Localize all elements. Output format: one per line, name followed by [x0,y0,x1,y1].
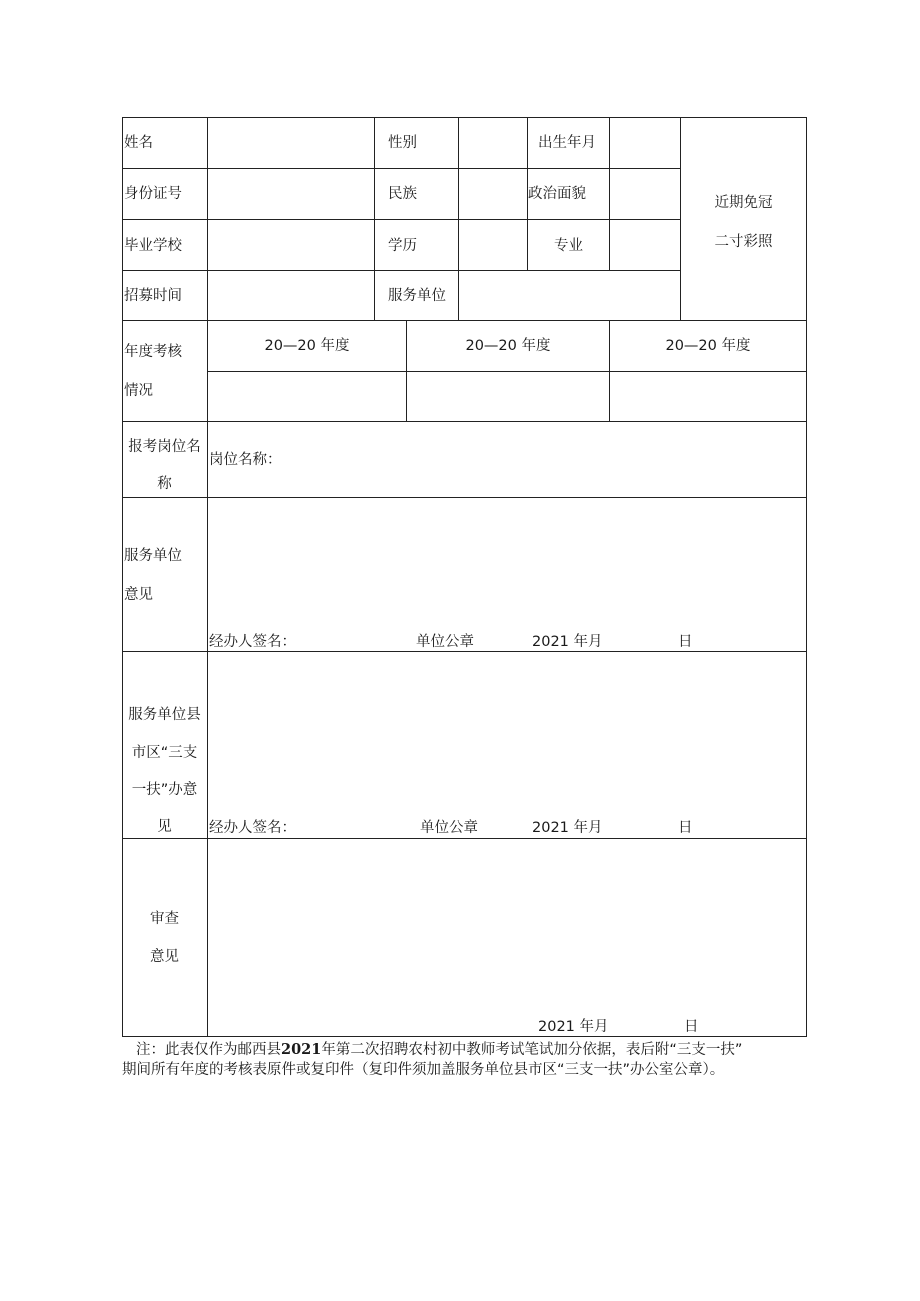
name-field[interactable] [208,118,374,168]
footnote-line1 [122,1040,812,1060]
photo-area [681,118,806,320]
id-number-label: 身份证号 [124,186,182,202]
photo-hint-line1: 近期免冠 [714,195,773,211]
footnote-line2: 期间所有年度的考核表原件或复印件（复印件须加盖服务单位县市区“三支一扶”办公室公章）。 [122,1062,725,1078]
recruit-time-field[interactable] [208,271,374,320]
school-label: 毕业学校 [124,238,182,254]
unit-opinion-label-line1: 服务单位 [124,548,182,564]
county-opinion-field[interactable] [208,652,806,817]
review-opinion-label-line1: 审查 [150,911,179,927]
footnote-line1-end: 年第二次招聘农村初中教师考试笔试加分依据，表后附“三支一扶” [321,1042,743,1058]
unit-opinion-year-month: 2021 年月 [532,634,603,650]
unit-opinion-label-line2: 意见 [124,587,153,603]
annual-assessment-label-line1: 年度考核 [124,344,182,360]
school-field[interactable] [208,220,374,270]
birth-field[interactable] [610,118,680,168]
annual-result-field-3[interactable] [610,372,806,421]
county-opinion-label-line2: 市区“三支 [131,745,198,761]
county-opinion-label-line1: 服务单位县 [128,707,201,723]
political-status-label: 政治面貌 [528,186,586,202]
annual-year-header-2: 20—20 年度 [465,338,551,354]
name-label: 姓名 [124,135,153,151]
review-opinion-field[interactable] [208,839,806,1014]
education-label: 学历 [388,238,417,254]
photo-hint-line2: 二寸彩照 [714,234,773,250]
review-opinion-label-line2: 意见 [150,949,179,965]
ethnicity-label: 民族 [388,186,417,202]
birth-label: 出生年月 [538,135,596,151]
footnote [122,1040,812,1080]
id-number-field[interactable] [208,169,374,219]
county-opinion-year-month: 2021 年月 [532,820,603,836]
footnote-year: 2021 [281,1041,322,1058]
recruit-time-label: 招募时间 [124,288,182,304]
county-opinion-day: 日 [678,820,693,836]
county-opinion-seal: 单位公章 [420,820,478,836]
county-opinion-label-line3: 一扶”办意 [131,782,198,798]
review-opinion-year-month: 2021 年月 [538,1019,609,1035]
position-name-prefix: 岗位名称： [209,452,282,468]
registration-form [122,117,807,1037]
county-opinion-label-line4: 见 [157,819,172,835]
footnote-line1-start: 注：此表仅作为邮西县 [136,1042,281,1058]
major-label: 专业 [554,238,583,254]
position-name-field[interactable] [282,422,806,497]
service-unit-field[interactable] [459,271,680,320]
gender-field[interactable] [459,118,527,168]
political-status-field[interactable] [610,169,680,219]
annual-assessment-label-line2: 情况 [124,383,153,399]
position-label-line2: 称 [157,476,172,492]
annual-result-field-2[interactable] [407,372,609,421]
position-label-line1: 报考岗位名 [128,439,201,455]
education-field[interactable] [459,220,527,270]
unit-opinion-seal: 单位公章 [416,634,474,650]
unit-opinion-field[interactable] [208,498,806,628]
service-unit-label: 服务单位 [388,288,446,304]
gender-label: 性别 [388,135,417,151]
annual-year-header-3: 20—20 年度 [665,338,751,354]
unit-opinion-day: 日 [678,634,693,650]
annual-year-header-1: 20—20 年度 [264,338,350,354]
major-field[interactable] [610,220,680,270]
unit-opinion-signer: 经办人签名： [209,634,296,650]
review-opinion-day: 日 [684,1019,699,1035]
county-opinion-signer: 经办人签名： [209,820,296,836]
annual-result-field-1[interactable] [208,372,406,421]
ethnicity-field[interactable] [459,169,527,219]
